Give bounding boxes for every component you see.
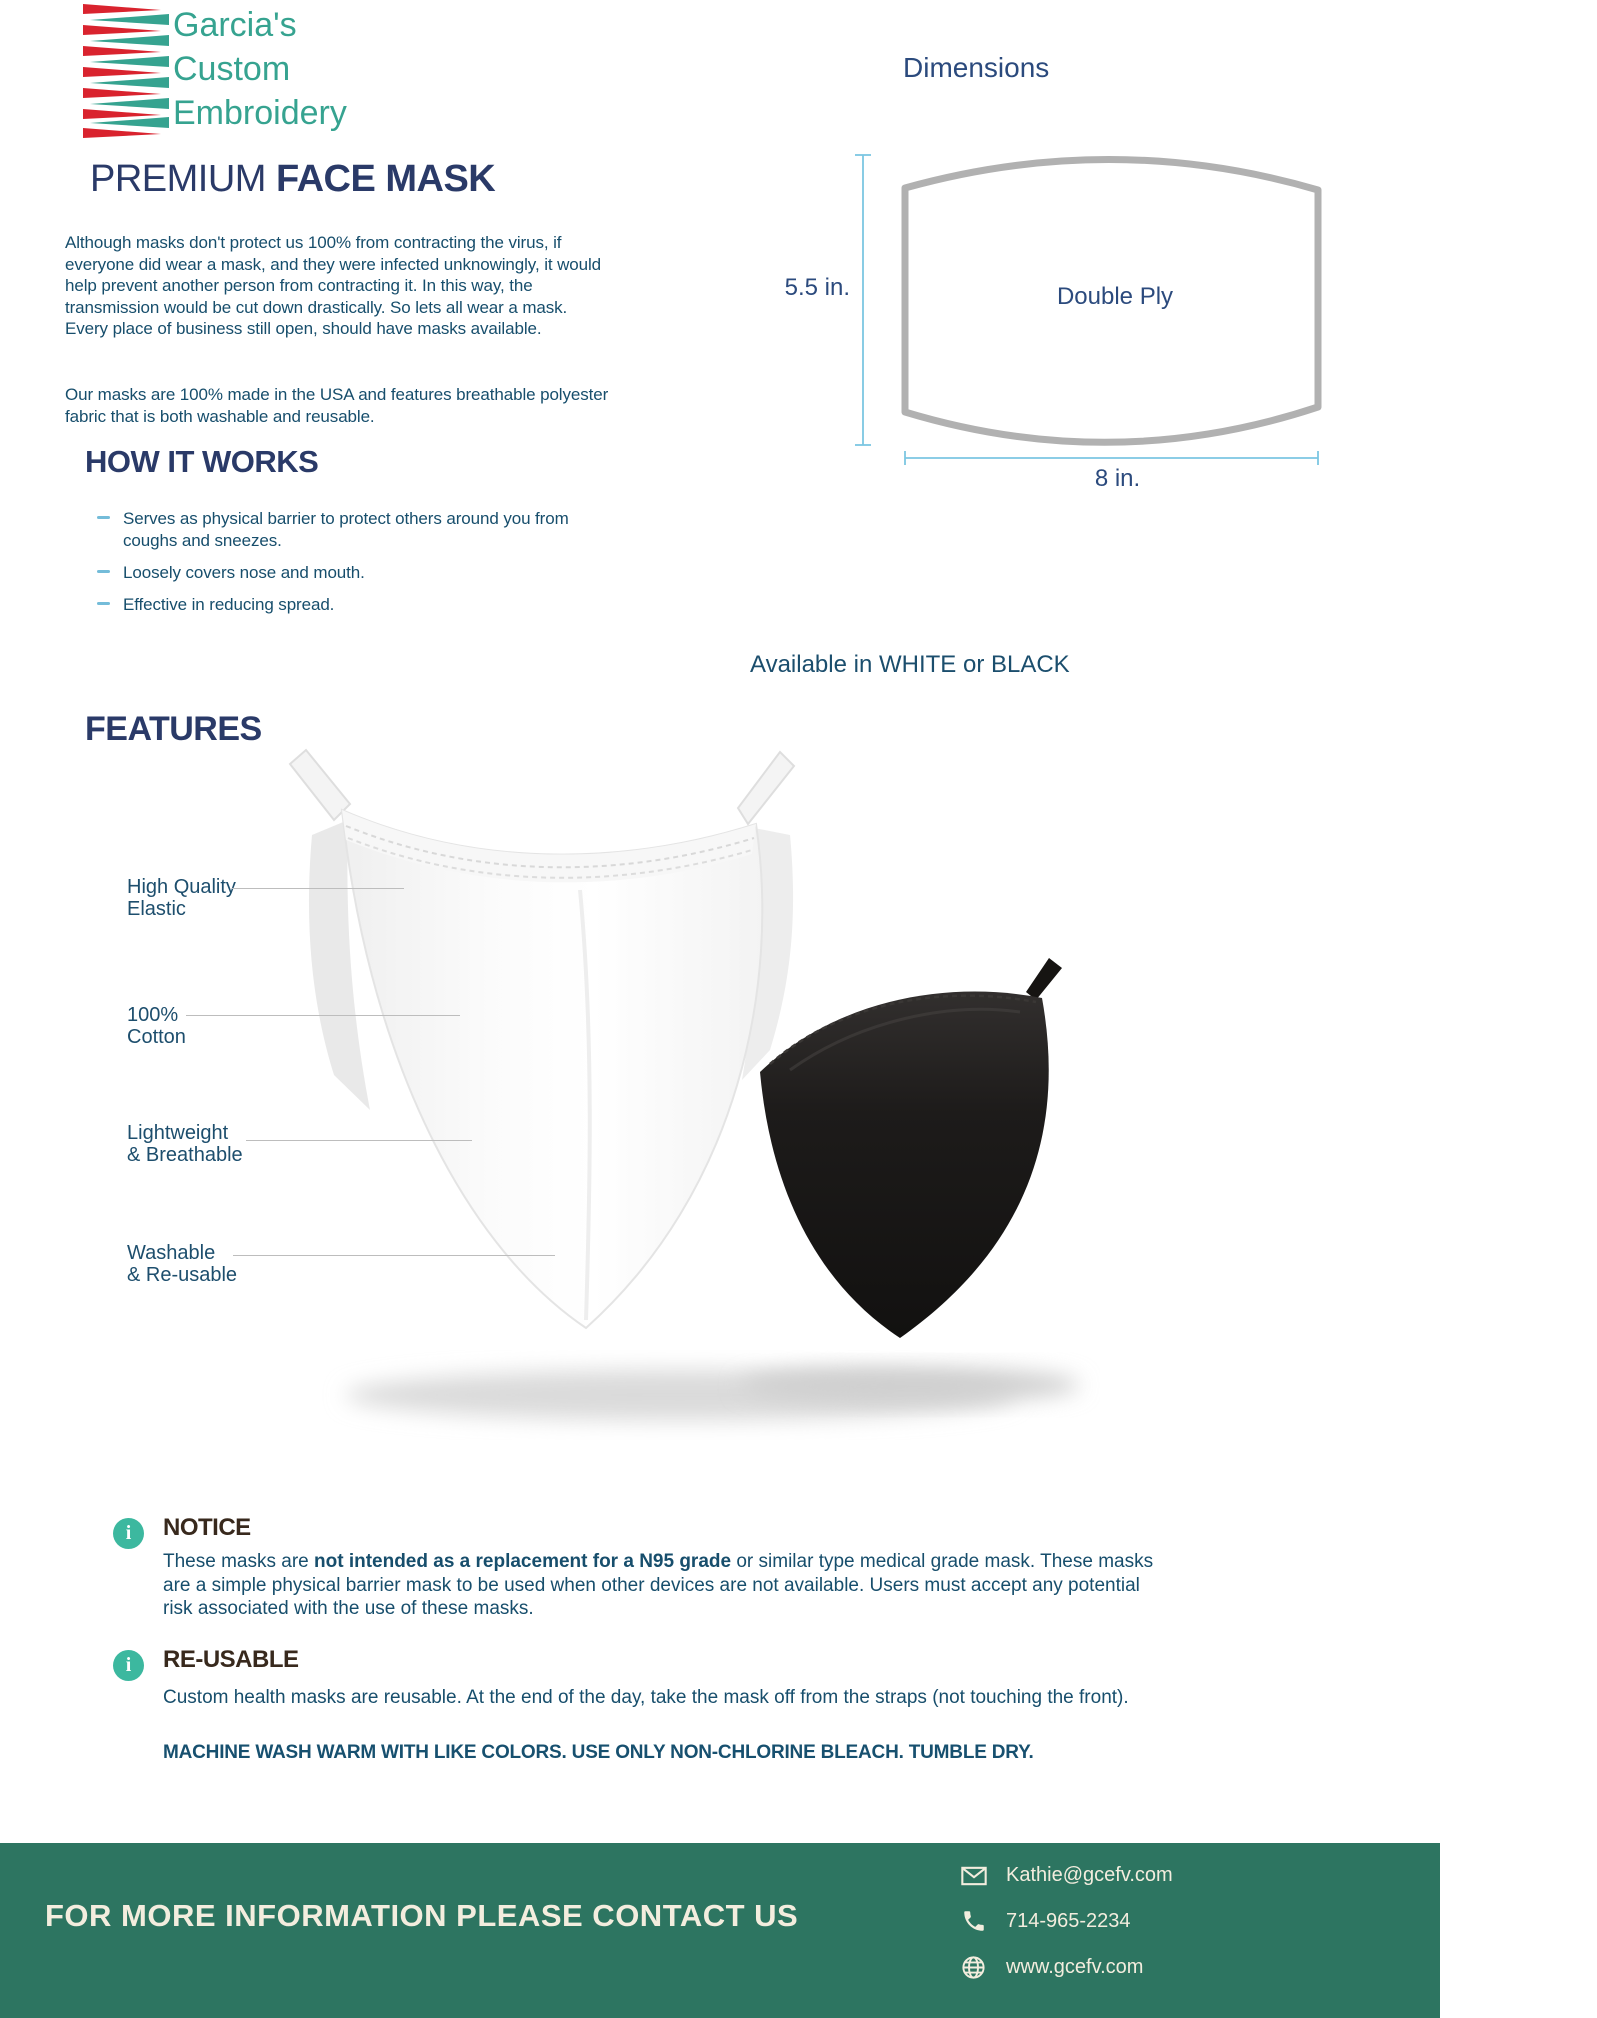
bullet-text: Effective in reducing spread.	[123, 595, 335, 614]
how-it-works-heading: HOW IT WORKS	[85, 444, 319, 479]
contact-phone-value: 714-965-2234	[1006, 1910, 1131, 1932]
bullet-item-2	[97, 562, 607, 584]
phone-icon	[961, 1908, 987, 1934]
email-icon	[960, 1862, 988, 1890]
logo-triangles-red	[83, 4, 161, 138]
care-instructions: MACHINE WASH WARM WITH LIKE COLORS. USE ONLY NON-CHLORINE BLEACH. TUMBLE DRY.	[163, 1742, 1034, 1763]
footer-heading: FOR MORE INFORMATION PLEASE CONTACT US	[45, 1898, 799, 1933]
feature-label-washable	[127, 1242, 237, 1286]
mask-shadow-2	[740, 1367, 1080, 1403]
bullet-dash-icon	[97, 516, 110, 519]
bullet-text: Loosely covers nose and mouth.	[123, 563, 365, 582]
logo-mark-icon	[83, 4, 169, 138]
dimensions-diagram	[850, 130, 1410, 510]
white-mask-body	[342, 810, 762, 1328]
logo-line-3: Embroidery	[173, 94, 347, 132]
product-photo-masks	[250, 740, 1100, 1440]
notice-heading: NOTICE	[163, 1514, 251, 1541]
white-mask	[290, 750, 794, 1328]
feature-line: Cotton	[127, 1026, 186, 1048]
reusable-heading: RE-USABLE	[163, 1646, 299, 1673]
bullet-item-3	[97, 594, 607, 616]
notice-text-after: or similar type medical grade mask. These masks are a simple physical barrier mask to be used when other devices are not available. Users must accept any potential risk associated with the use of these masks.	[163, 1551, 1154, 1619]
bullet-dash-icon	[97, 602, 110, 605]
info-icon: i	[113, 1518, 144, 1549]
logo-line-1: Garcia's	[173, 6, 297, 44]
feature-line: & Re-usable	[127, 1264, 238, 1286]
feature-line: Lightweight	[127, 1122, 229, 1144]
feature-line: & Breathable	[127, 1144, 243, 1166]
page-title-light: PREMIUM	[90, 158, 266, 200]
white-mask-right-strap	[738, 752, 794, 824]
feature-leader-line	[233, 1255, 555, 1256]
feature-line: Elastic	[127, 898, 186, 920]
width-dimension-line	[905, 451, 1318, 465]
dimensions-heading: Dimensions	[903, 52, 1050, 83]
intro-paragraph-1: Although masks don't protect us 100% from contracting the virus, if everyone did wear a mask, and they were infected unknowingly, it would help prevent another person from contracting it. In this way, the transmission would be cut down drastically. So lets all wear a mask. Every place of business still open, should have masks available.	[65, 233, 602, 338]
contact-email-value: Kathie@gcefv.com	[1006, 1864, 1173, 1886]
bullet-item-1	[97, 508, 607, 551]
black-mask-strap-nub	[1026, 958, 1062, 1000]
footer	[0, 1843, 1440, 2018]
feature-line: High Quality	[127, 876, 236, 898]
page-title	[90, 158, 495, 201]
notice-text	[163, 1550, 1173, 1621]
page-title-bold: FACE MASK	[275, 158, 496, 200]
logo-line-2: Custom	[173, 50, 291, 88]
globe-icon	[960, 1954, 987, 1981]
notice-text-bold: not intended as a replacement for a N95 grade	[314, 1551, 732, 1572]
height-dimension-line	[855, 155, 871, 445]
features-heading: FEATURES	[85, 710, 262, 748]
info-icon: i	[113, 1650, 144, 1681]
feature-line: 100%	[127, 1004, 179, 1026]
notice-text-before: These masks are	[163, 1551, 314, 1572]
feature-line: Washable	[127, 1242, 216, 1264]
feature-label-lightweight	[127, 1122, 243, 1166]
feature-leader-line	[232, 888, 404, 889]
black-mask-body	[760, 992, 1049, 1338]
black-mask	[760, 958, 1062, 1338]
feature-label-elastic	[127, 876, 236, 920]
bullet-dash-icon	[97, 570, 110, 573]
feature-leader-line	[246, 1140, 472, 1141]
contact-website-value: www.gcefv.com	[1006, 1956, 1144, 1978]
bullet-text: Serves as physical barrier to protect others around you from coughs and sneezes.	[123, 509, 569, 550]
feature-leader-line	[186, 1015, 460, 1016]
feature-label-cotton	[127, 1004, 186, 1048]
reusable-text: Custom health masks are reusable. At the end of the day, take the mask off from the straps (not touching the front).	[163, 1687, 1129, 1708]
logo-text	[173, 3, 347, 135]
height-dimension-label: 5.5 in.	[784, 274, 850, 301]
double-ply-label: Double Ply	[1056, 283, 1174, 310]
availability-text: Available in WHITE or BLACK	[750, 651, 1070, 678]
intro-paragraph-2: Our masks are 100% made in the USA and features breathable polyester fabric that is both washable and reusable.	[65, 385, 609, 426]
width-dimension-label: 8 in.	[1094, 465, 1141, 492]
